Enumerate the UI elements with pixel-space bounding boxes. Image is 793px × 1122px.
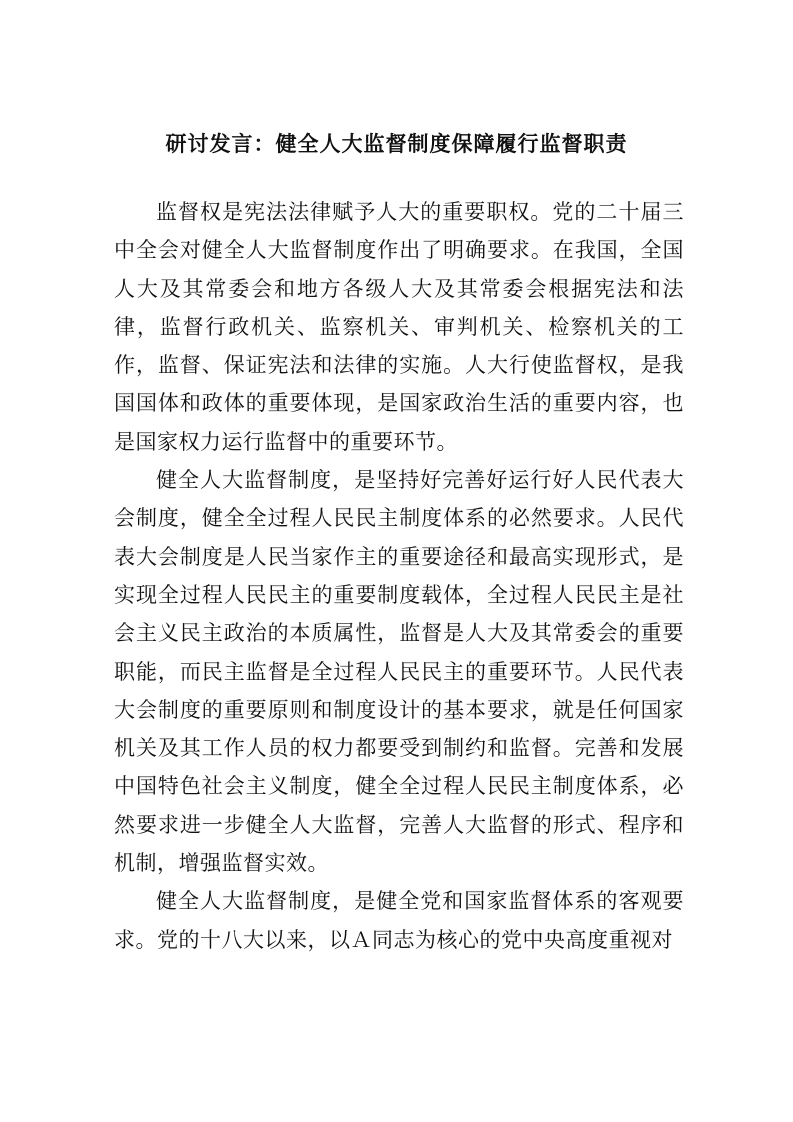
paragraph-3: 健全人大监督制度，是健全党和国家监督体系的客观要求。党的十八大以来，以Ａ同志为核心的党中央高度重视对 — [114, 889, 684, 952]
paragraph-2: 健全人大监督制度，是坚持好完善好运行好人民代表大会制度，健全全过程人民民主制度体系的必然要求。人民代表大会制度是人民当家作主的重要途径和最高实现形式，是实现全过程人民民主的重要制度载体，全过程人民民主是社会主义民主政治的本质属性，监督是人大及其常委会的重要职能，而民主监督是全过程人民民主的重要环节。人民代表大会制度的重要原则和制度设计的基本要求，就是任何国家机关及其工作人员的权力都要受到制约和监督。完善和发展中国特色社会主义制度，健全全过程人民民主制度体系，必然要求进一步健全人大监督，完善人大监督的形式、程序和机制，增强监督实效。 — [114, 468, 684, 876]
document-title: 研讨发言：健全人大监督制度保障履行监督职责 — [165, 131, 628, 156]
document-body — [114, 193, 684, 959]
paragraph-1: 监督权是宪法法律赋予人大的重要职权。党的二十届三中全会对健全人大监督制度作出了明确要求。在我国，全国人大及其常委会和地方各级人大及其常委会根据宪法和法律，监督行政机关、监察机关、审判机关、检察机关的工作，监督、保证宪法和法律的实施。人大行使监督权，是我国国体和政体的重要体现，是国家政治生活的重要内容，也是国家权力运行监督中的重要环节。 — [114, 200, 684, 454]
